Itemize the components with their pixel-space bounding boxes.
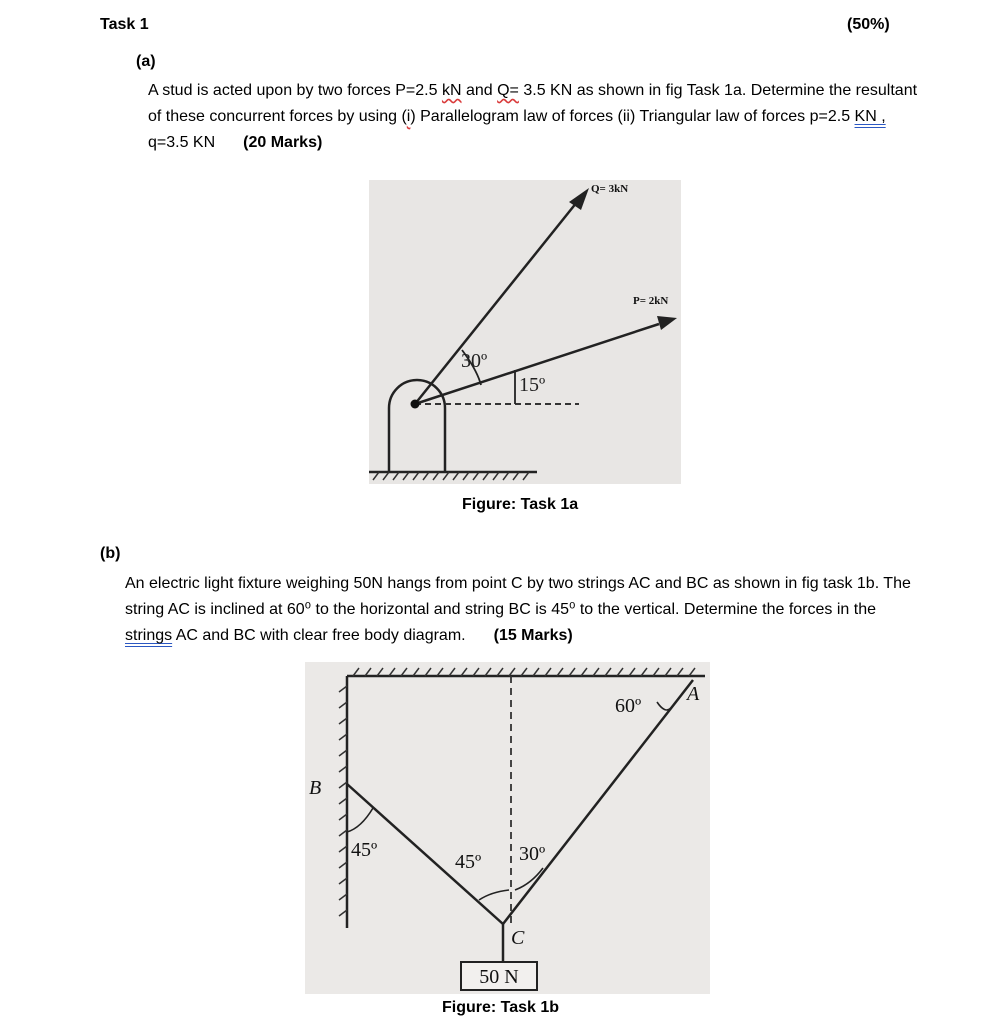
part-a-text-2: and [461,82,498,99]
part-b-marks: (15 Marks) [493,627,573,644]
figure-1b-caption: Figure: Task 1b [442,999,560,1016]
figure-task-1b [305,662,710,994]
figure-task-1a [369,180,681,484]
figure-1a-caption: Figure: Task 1a [462,496,579,513]
photo-background [305,662,710,994]
part-a-text [148,78,918,156]
part-a-text-3: 3.5 KN as shown in fig Task 1a. Determine the resultant of these concurrent forces by using ( [148,82,918,125]
part-a-text-5: q=3.5 KN [148,134,216,151]
angle-45-mid-label: 45º [455,851,482,873]
part-a-q: Q= [497,82,519,99]
task-title: Task 1 [100,16,149,33]
angle-45-left-label: 45º [351,839,378,861]
figure-1b-svg [305,662,710,994]
part-a-label: (a) [136,53,156,70]
part-b-text-1: An electric light fixture weighing 50N hangs from point C by two strings AC and BC as shown in fig task 1b. The string AC is inclined at 60⁰ to the horizontal and string BC is 45⁰ to the vertical. Determine the forces in the [125,575,911,618]
part-a-i: i [406,108,411,125]
force-q-label: Q= 3kN [591,183,629,195]
part-a-kn2: KN , [854,108,886,125]
part-a-kn: kN [441,82,462,99]
weight-label: 50 N [479,966,519,988]
force-p-label: P= 2kN [633,295,669,307]
angle-30-label: 30º [461,350,488,372]
point-b-label: B [309,777,322,799]
angle-30-label: 30º [519,843,546,865]
part-b-label: (b) [100,545,121,562]
part-a-text-1: A stud is acted upon by two forces P=2.5 [148,82,442,99]
point-a-label: A [687,683,700,705]
part-a-marks: (20 Marks) [243,134,323,151]
angle-60-label: 60º [615,695,642,717]
part-b-strings: strings [125,627,173,644]
point-c-label: C [511,927,525,949]
task-weight: (50%) [847,16,890,33]
part-b-text [125,571,920,649]
figure-1a-svg [369,180,681,484]
part-b-text-2: AC and BC with clear free body diagram. [172,627,466,644]
stud-point [411,400,420,409]
part-a-text-4: ) Parallelogram law of forces (ii) Triangular law of forces p=2.5 [410,108,855,125]
angle-15-label: 15º [519,374,546,396]
